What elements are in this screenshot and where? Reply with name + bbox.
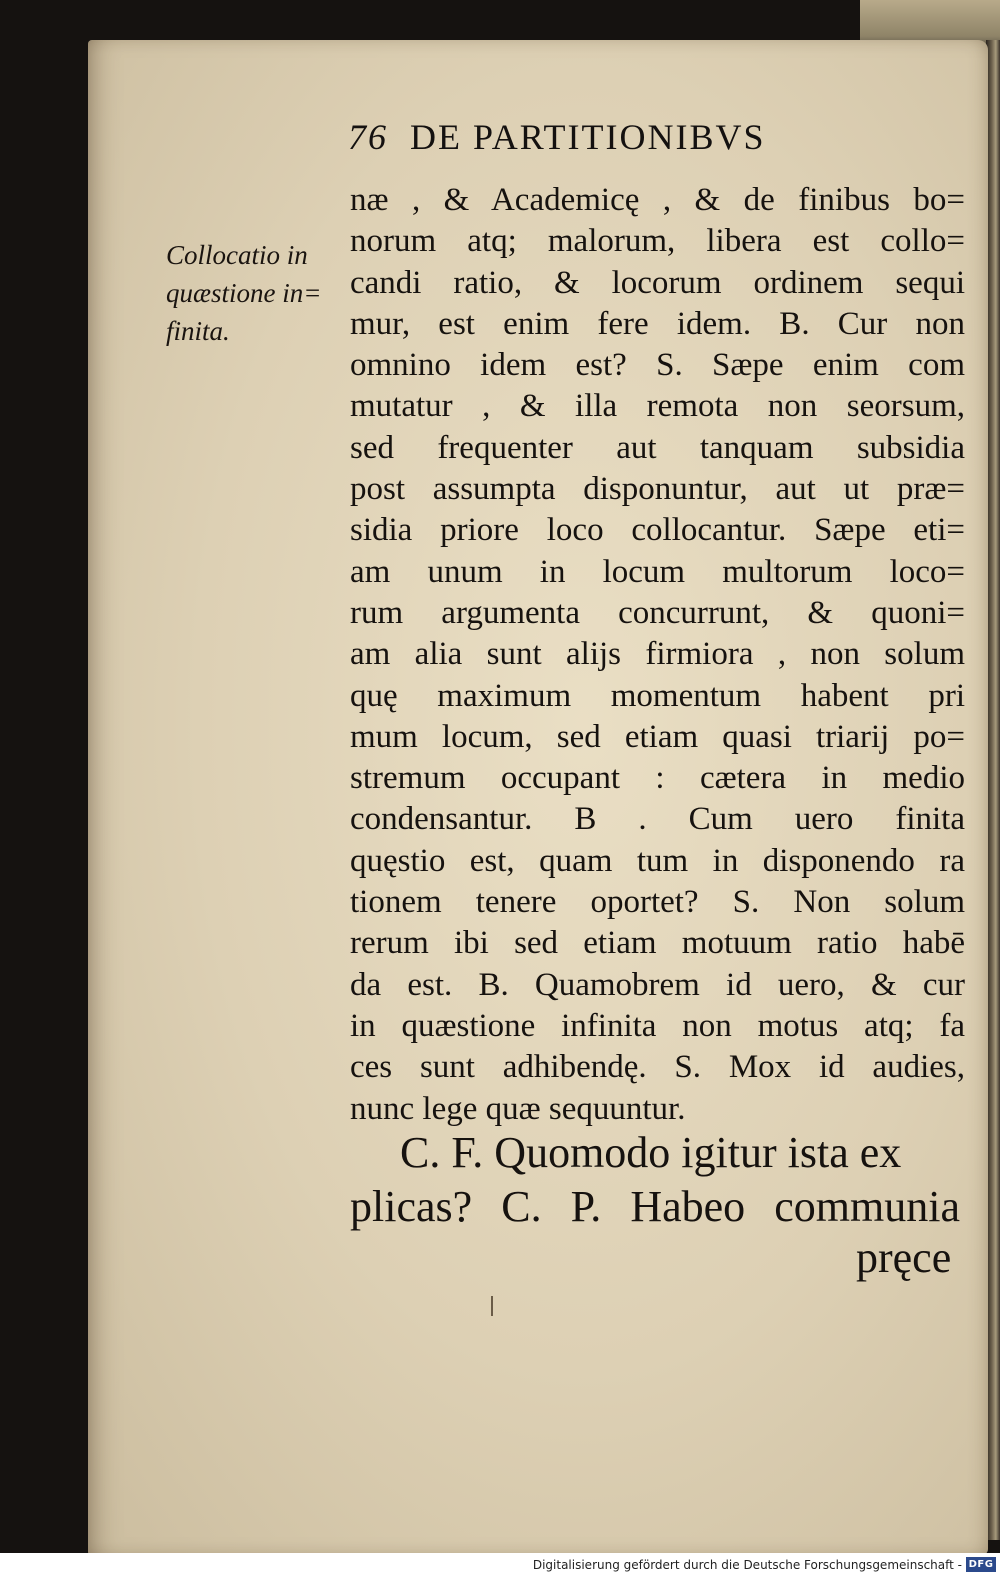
paper-mark — [491, 1296, 493, 1316]
text-line: sed frequenter aut tanquam subsidia — [350, 429, 965, 466]
footer-credit: Digitalisierung gefördert durch die Deutsche Forschungsgemeinschaft - — [532, 1558, 962, 1572]
dfg-logo-icon: DFG — [966, 1557, 996, 1572]
text-line: quę maximum momentum habent pri — [350, 677, 965, 714]
footer-bar — [0, 1553, 1000, 1575]
text-line: am unum in locum multorum loco= — [350, 553, 965, 590]
text-line: mutatur , & illa remota non seorsum, — [350, 388, 965, 425]
text-line: tionem tenere oportet? S. Non solum — [350, 884, 965, 921]
marginal-note-line: quæstione in= — [166, 278, 322, 308]
marginal-note-line: finita. — [166, 316, 230, 346]
dialogue-paragraph — [350, 1126, 960, 1234]
text-line: ces sunt adhibendę. S. Mox id audies, — [350, 1049, 965, 1086]
text-line: quęstio est, quam tum in disponendo ra — [350, 842, 965, 879]
text-line: candi ratio, & locorum ordinem sequi — [350, 264, 965, 301]
body-text — [350, 180, 965, 1130]
text-line: in quæstione infinita non motus atq; fa — [350, 1007, 965, 1044]
text-line: omnino idem est? S. Sæpe enim com — [350, 347, 965, 384]
text-line: mur, est enim fere idem. B. Cur non — [350, 305, 965, 342]
text-line: rerum ibi sed etiam motuum ratio habē — [350, 925, 965, 962]
running-title: DE PARTITIONIBVS — [410, 117, 766, 157]
running-header — [348, 116, 766, 158]
text-line: stremum occupant : cætera in medio — [350, 760, 965, 797]
text-line: da est. B. Quamobrem id uero, & cur — [350, 966, 965, 1003]
marginal-note — [166, 236, 346, 350]
text-line: norum atq; malorum, libera est collo= — [350, 223, 965, 260]
marginal-note-line: Collocatio in — [166, 240, 308, 270]
text-line: sidia priore loco collocantur. Sæpe eti= — [350, 512, 965, 549]
text-line: mum locum, sed etiam quasi triarij po= — [350, 718, 965, 755]
catchword: pręce — [856, 1233, 952, 1282]
text-line: am alia sunt alijs firmiora , non solum — [350, 636, 965, 673]
page-number: 76 — [348, 117, 388, 157]
text-line: condensantur. B . Cum uero finita — [350, 801, 965, 838]
dialogue-line: plicas? C. P. Habeo communia — [350, 1182, 960, 1231]
text-line: post assumpta disponuntur, aut ut præ= — [350, 471, 965, 508]
text-line: nunc lege quæ sequuntur. — [350, 1090, 686, 1127]
book-edge-right — [986, 40, 1000, 1540]
text-line: næ , & Academicę , & de finibus bo= — [350, 182, 965, 218]
dialogue-line: C. F. Quomodo igitur ista ex — [400, 1128, 902, 1177]
text-line: rum argumenta concurrunt, & quoni= — [350, 594, 965, 631]
